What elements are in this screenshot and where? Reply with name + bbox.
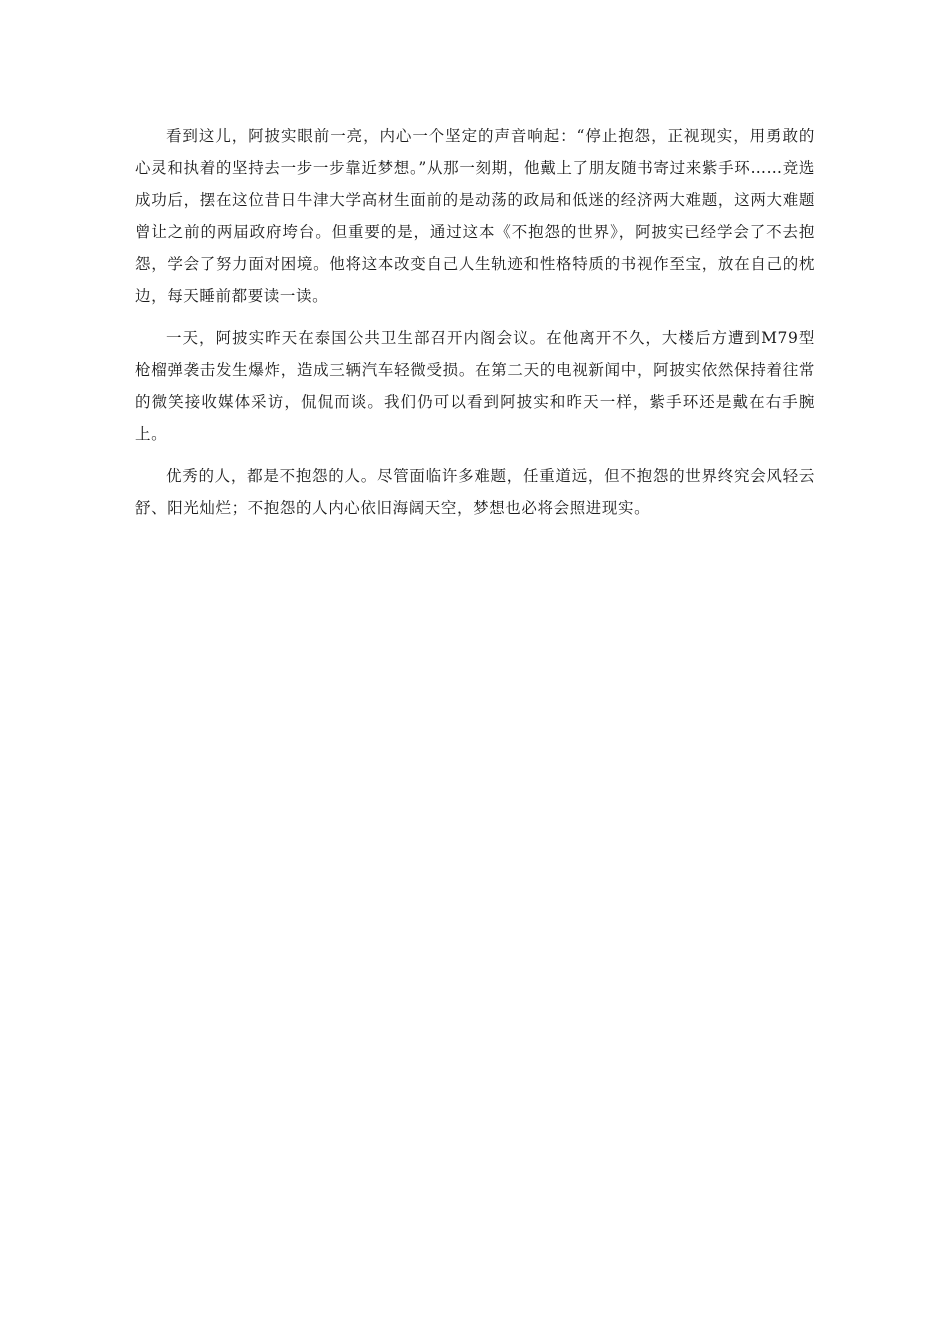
paragraph-3: 优秀的人，都是不抱怨的人。尽管面临许多难题，任重道远，但不抱怨的世界终究会风轻云舒、阳光灿烂；不抱怨的人内心依旧海阔天空，梦想也必将会照进现实。 <box>135 467 815 517</box>
paragraph-1: 看到这儿，阿披实眼前一亮，内心一个坚定的声音响起：“停止抱怨，正视现实，用勇敢的心灵和执着的坚持去一步一步靠近梦想。”从那一刻期，他戴上了朋友随书寄过来紫手环……竞选成功后，摆在这位昔日牛津大学高材生面前的是动荡的政局和低迷的经济两大难题，这两大难题曾让之前的两届政府垮台。但重要的是，通过这本《不抱怨的世界》，阿披实已经学会了不去抱怨，学会了努力面对困境。他将这本改变自己人生轨迹和性格特质的书视作至宝，放在自己的枕边，每天睡前都要读一读。 <box>135 127 815 305</box>
document-body <box>135 120 815 534</box>
paragraph-2: 一天，阿披实昨天在泰国公共卫生部召开内阁会议。在他离开不久，大楼后方遭到M79型枪榴弹袭击发生爆炸，造成三辆汽车轻微受损。在第二天的电视新闻中，阿披实依然保持着往常的微笑接收媒体采访，侃侃而谈。我们仍可以看到阿披实和昨天一样，紫手环还是戴在右手腕上。 <box>135 329 815 443</box>
